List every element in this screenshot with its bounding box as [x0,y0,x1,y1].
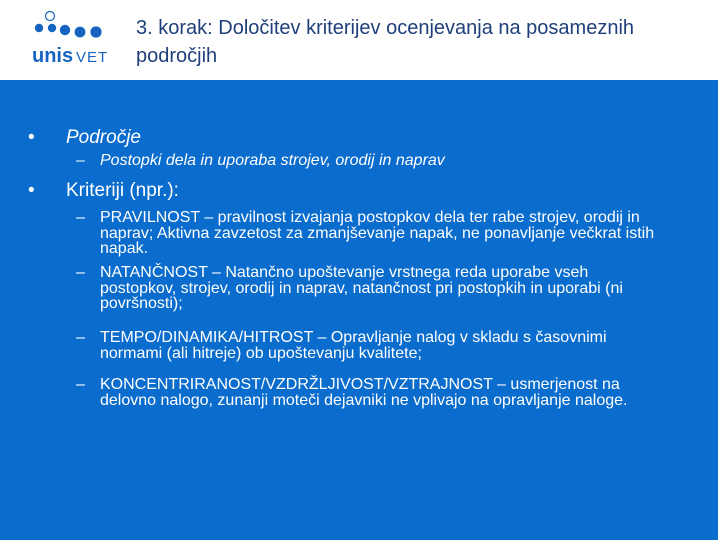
sub-item-text: NATANČNOST – Natančno upoštevanje vrstnega reda uporabe vseh postopkov, strojev, orodij in naprav, natančnost pri postopkih in uporabi (ni površnosti); [100,264,623,312]
list-item-label: Kriteriji (npr.): [66,180,179,201]
unisvet-logo [30,10,122,72]
bullet-marker: • [28,180,35,201]
sub-item-text: Postopki dela in uporaba strojev, orodij in naprav [100,152,445,169]
sub-item-text: KONCENTRIRANOST/VZDRŽLJIVOST/VZTRAJNOST – usmerjenost na delovno nalogo, zunanji moteči dejavniki ne vplivajo na opravljanje naloge. [100,376,628,409]
content-panel [0,80,720,540]
dash-marker: – [76,329,85,346]
svg-text:VET: VET [76,49,109,66]
sub-item-text: PRAVILNOST – pravilnost izvajanja postopkov dela ter rabe strojev, orodij in naprav; Aktivna zavzetost za zmanjševanje napak, ne ponavljanje večkrat istih napak. [100,209,655,257]
dash-marker: – [76,152,85,169]
list-item-label: Področje [66,127,141,148]
svg-text:unis: unis [32,45,74,67]
bullet-list [0,80,718,540]
dash-marker: – [76,376,85,393]
bullet-marker: • [28,127,35,148]
slide-header [0,0,720,80]
dash-marker: – [76,209,85,226]
dash-marker: – [76,264,85,281]
page-title: 3. korak: Določitev kriterijev ocenjevanja na posameznih področjih [136,17,635,67]
sub-item-text: TEMPO/DINAMIKA/HITROST – Opravljanje nalog v skladu s časovnimi normami (ali hitreje) ob upoštevanju kvalitete; [100,329,607,362]
